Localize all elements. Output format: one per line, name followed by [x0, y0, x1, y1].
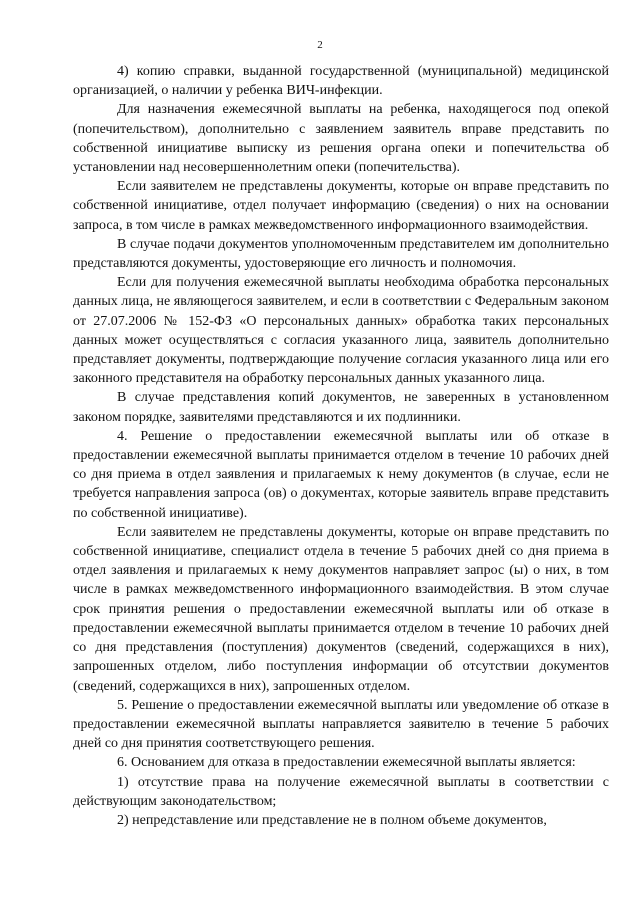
- paragraph-section-4-decision: 4. Решение о предоставлении ежемесячной выплаты или об отказе в предоставлении ежемесячной выплаты принимается отделом в течение 10 рабочих дней со дня приема в отдел заявления и прилагаемых к нему документов (в случае, если не требуется направления запроса (ов) о документах, которые заявитель вправе представить по собственной инициативе).: [73, 428, 609, 521]
- paragraph-interagency-request: Если заявителем не представлены документы, которые он вправе представить по собственной инициативе, отдел получает информацию (сведения) о них на основании запроса, в том числе в рамках межведомственного информационного взаимодействия.: [73, 179, 609, 233]
- paragraph-section-5-notification: 5. Решение о предоставлении ежемесячной выплаты или уведомление об отказе в предоставлении ежемесячной выплаты направляется заявителю в течение 5 рабочих дней со дня принятия соответствующего решения.: [73, 697, 609, 752]
- paragraph-personal-data: Если для получения ежемесячной выплаты необходима обработка персональных данных лица, не являющегося заявителем, и если в соответствии с Федеральным законом от 27.07.2006 № 152-ФЗ «О персональных данных» обработка таких персональных данных может осуществляться с согласия указанного лица, заявитель дополнительно представляет документы, подтверждающие получение согласия указанного лица или его законного представителя на обработку персональных данных указанного лица.: [73, 275, 609, 387]
- paragraph-request-deadline: Если заявителем не представлены документы, которые он вправе представить по собственной инициативе, специалист отдела в течение 5 рабочих дней со дня приема в отдел заявления и прилагаемых к нему документов направляет запрос (ы) о них, в том числе в рамках межведомственного информационного взаимодействия. В этом случае срок принятия решения о предоставлении ежемесячной выплаты или об отказе в предоставлении ежемесячной выплаты принимается отделом в течение 10 рабочих дней со дня представления (поступления) документов (сведений, содержащихся в них), запрошенных отделом, либо поступления информации об отсутствии документов (сведений, содержащихся в них), запрошенных отделом.: [73, 524, 609, 694]
- paragraph-representative: В случае подачи документов уполномоченным представителем им дополнительно представляются документы, удостоверяющие его личность и полномочия.: [73, 236, 609, 272]
- paragraph-guardianship: Для назначения ежемесячной выплаты на ребенка, находящегося под опекой (попечительством), дополнительно с заявлением заявитель вправе представить по собственной инициативе выписку из решения органа опеки и попечительства об установлении над несовершеннолетним опеки (попечительства).: [73, 102, 609, 176]
- paragraph-section-6-refusal-grounds: 6. Основанием для отказа в предоставлении ежемесячной выплаты является:: [117, 755, 576, 771]
- paragraph-item-4-hiv-certificate: 4) копию справки, выданной государственной (муниципальной) медицинской организацией, о наличии у ребенка ВИЧ-инфекции.: [73, 64, 609, 99]
- paragraph-refusal-ground-1: 1) отсутствие права на получение ежемесячной выплаты в соответствии с действующим законодательством;: [73, 774, 609, 809]
- paragraph-refusal-ground-2: 2) непредставление или представление не в полном объеме документов,: [117, 812, 547, 828]
- paragraph-originals: В случае представления копий документов, не заверенных в установленном законом порядке, заявителями представляются и их подлинники.: [73, 390, 609, 425]
- page-number: 2: [317, 39, 323, 51]
- document-body: [73, 62, 609, 830]
